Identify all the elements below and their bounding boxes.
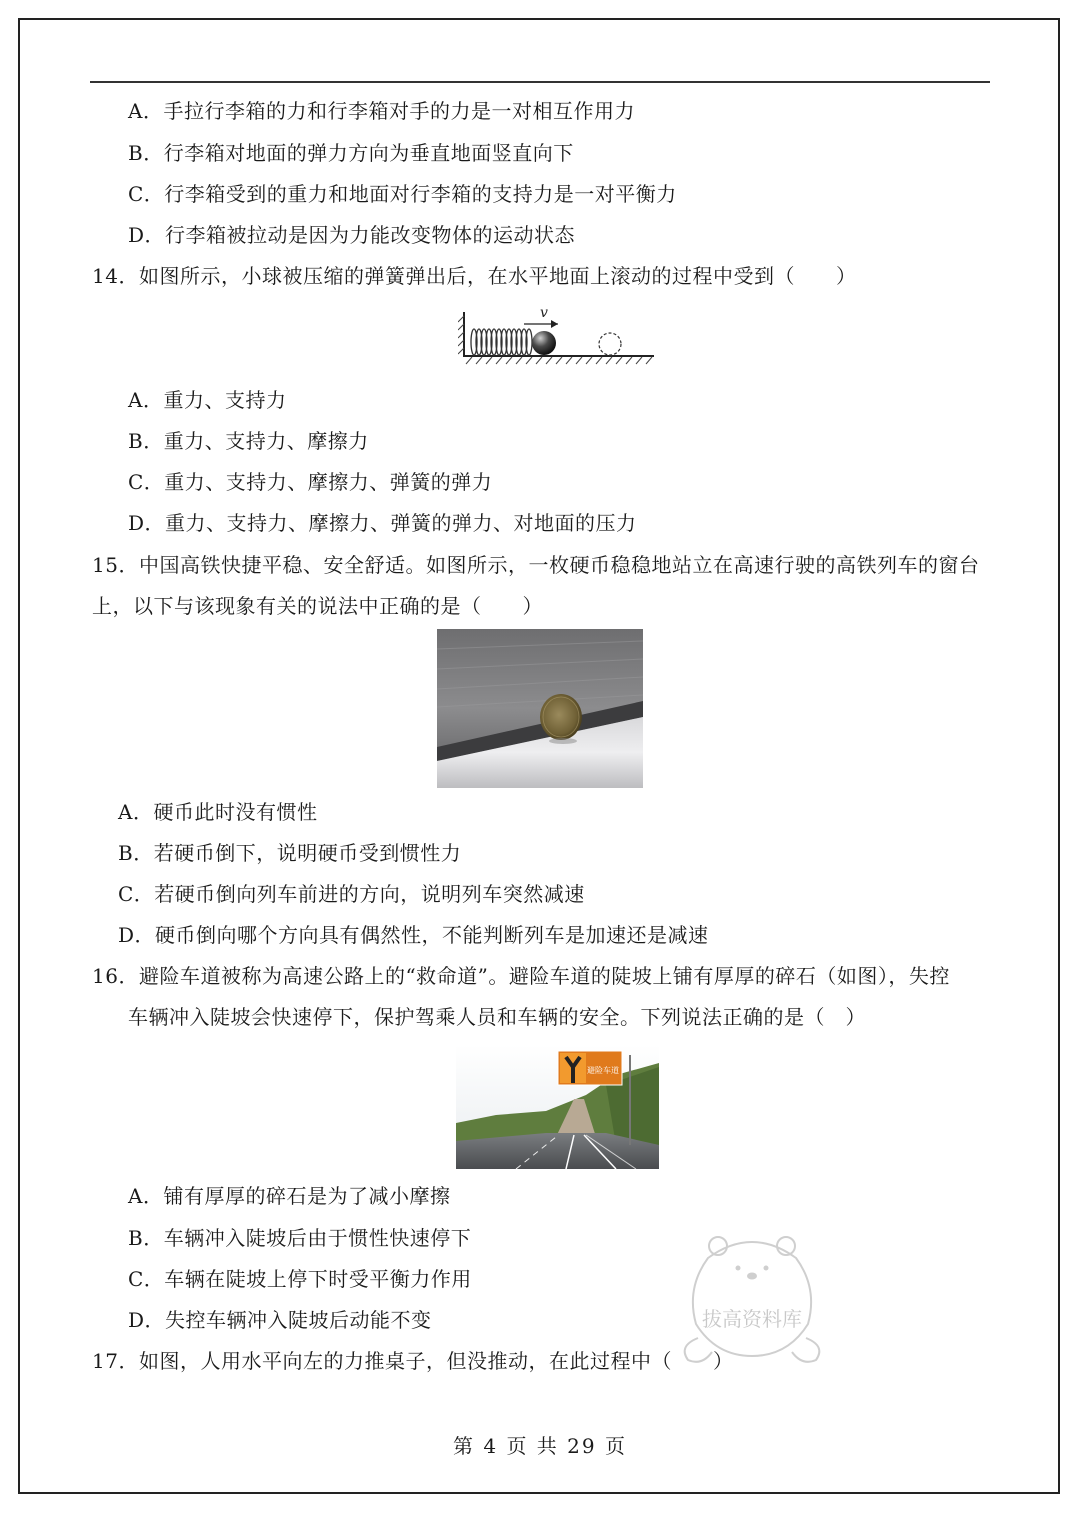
q16-option-c: C．车辆在陡坡上停下时受平衡力作用 (128, 1267, 472, 1291)
watermark-text: 拔高资料库 (702, 1307, 802, 1331)
q16-stem-line2: 车辆冲入陡坡会快速停下，保护驾乘人员和车辆的安全。下列说法正确的是（ ） (128, 1005, 866, 1029)
spring-ball-figure (458, 300, 658, 370)
watermark (668, 1228, 838, 1368)
q14-stem: 14．如图所示，小球被压缩的弹簧弹出后，在水平地面上滚动的过程中受到（ ） (92, 264, 857, 288)
q16-stem-line1: 16．避险车道被称为高速公路上的“救命道”。避险车道的陡坡上铺有厚厚的碎石（如图），失控 (92, 964, 950, 988)
q13-option-a: A．手拉行李箱的力和行李箱对手的力是一对相互作用力 (128, 99, 635, 123)
q15-option-d: D．硬币倒向哪个方向具有偶然性，不能判断列车是加速还是减速 (118, 923, 709, 947)
bear-icon (685, 1237, 820, 1362)
q15-option-b: B．若硬币倒下，说明硬币受到惯性力 (118, 841, 462, 865)
escape-ramp-photo (456, 1045, 659, 1169)
q16-option-a: A．铺有厚厚的碎石是为了减小摩擦 (128, 1184, 451, 1208)
q15-stem-line1: 15．中国高铁快捷平稳、安全舒适。如图所示，一枚硬币稳稳地站立在高速行驶的高铁列车的窗台 (92, 553, 980, 577)
q14-option-d: D．重力、支持力、摩擦力、弹簧的弹力、对地面的压力 (128, 511, 637, 535)
spring (471, 329, 532, 355)
velocity-label: v (540, 305, 548, 321)
sign-text: 避险车道 (587, 1066, 619, 1075)
coin-on-windowsill-photo (437, 629, 643, 788)
page-number-footer: 第 4 页 共 29 页 (453, 1434, 627, 1458)
q15-stem-line2: 上，以下与该现象有关的说法中正确的是（ ） (92, 594, 543, 618)
q14-option-c: C．重力、支持力、摩擦力、弹簧的弹力 (128, 470, 493, 494)
q16-option-b: B．车辆冲入陡坡后由于惯性快速停下 (128, 1226, 472, 1250)
q16-option-d: D．失控车辆冲入陡坡后动能不变 (128, 1308, 432, 1332)
q13-option-d: D．行李箱被拉动是因为力能改变物体的运动状态 (128, 223, 576, 247)
q14-option-a: A．重力、支持力 (128, 388, 287, 412)
q15-option-c: C．若硬币倒向列车前进的方向，说明列车突然减速 (118, 882, 585, 906)
ball (532, 331, 556, 355)
ball-dashed-position (599, 333, 621, 355)
q14-option-b: B．重力、支持力、摩擦力 (128, 429, 369, 453)
q13-option-c: C．行李箱受到的重力和地面对行李箱的支持力是一对平衡力 (128, 182, 677, 206)
q15-option-a: A．硬币此时没有惯性 (118, 800, 318, 824)
q13-option-b: B．行李箱对地面的弹力方向为垂直地面竖直向下 (128, 141, 574, 165)
header-rule (90, 81, 990, 83)
q17-stem: 17．如图，人用水平向左的力推桌子，但没推动，在此过程中（ ） (92, 1349, 734, 1373)
